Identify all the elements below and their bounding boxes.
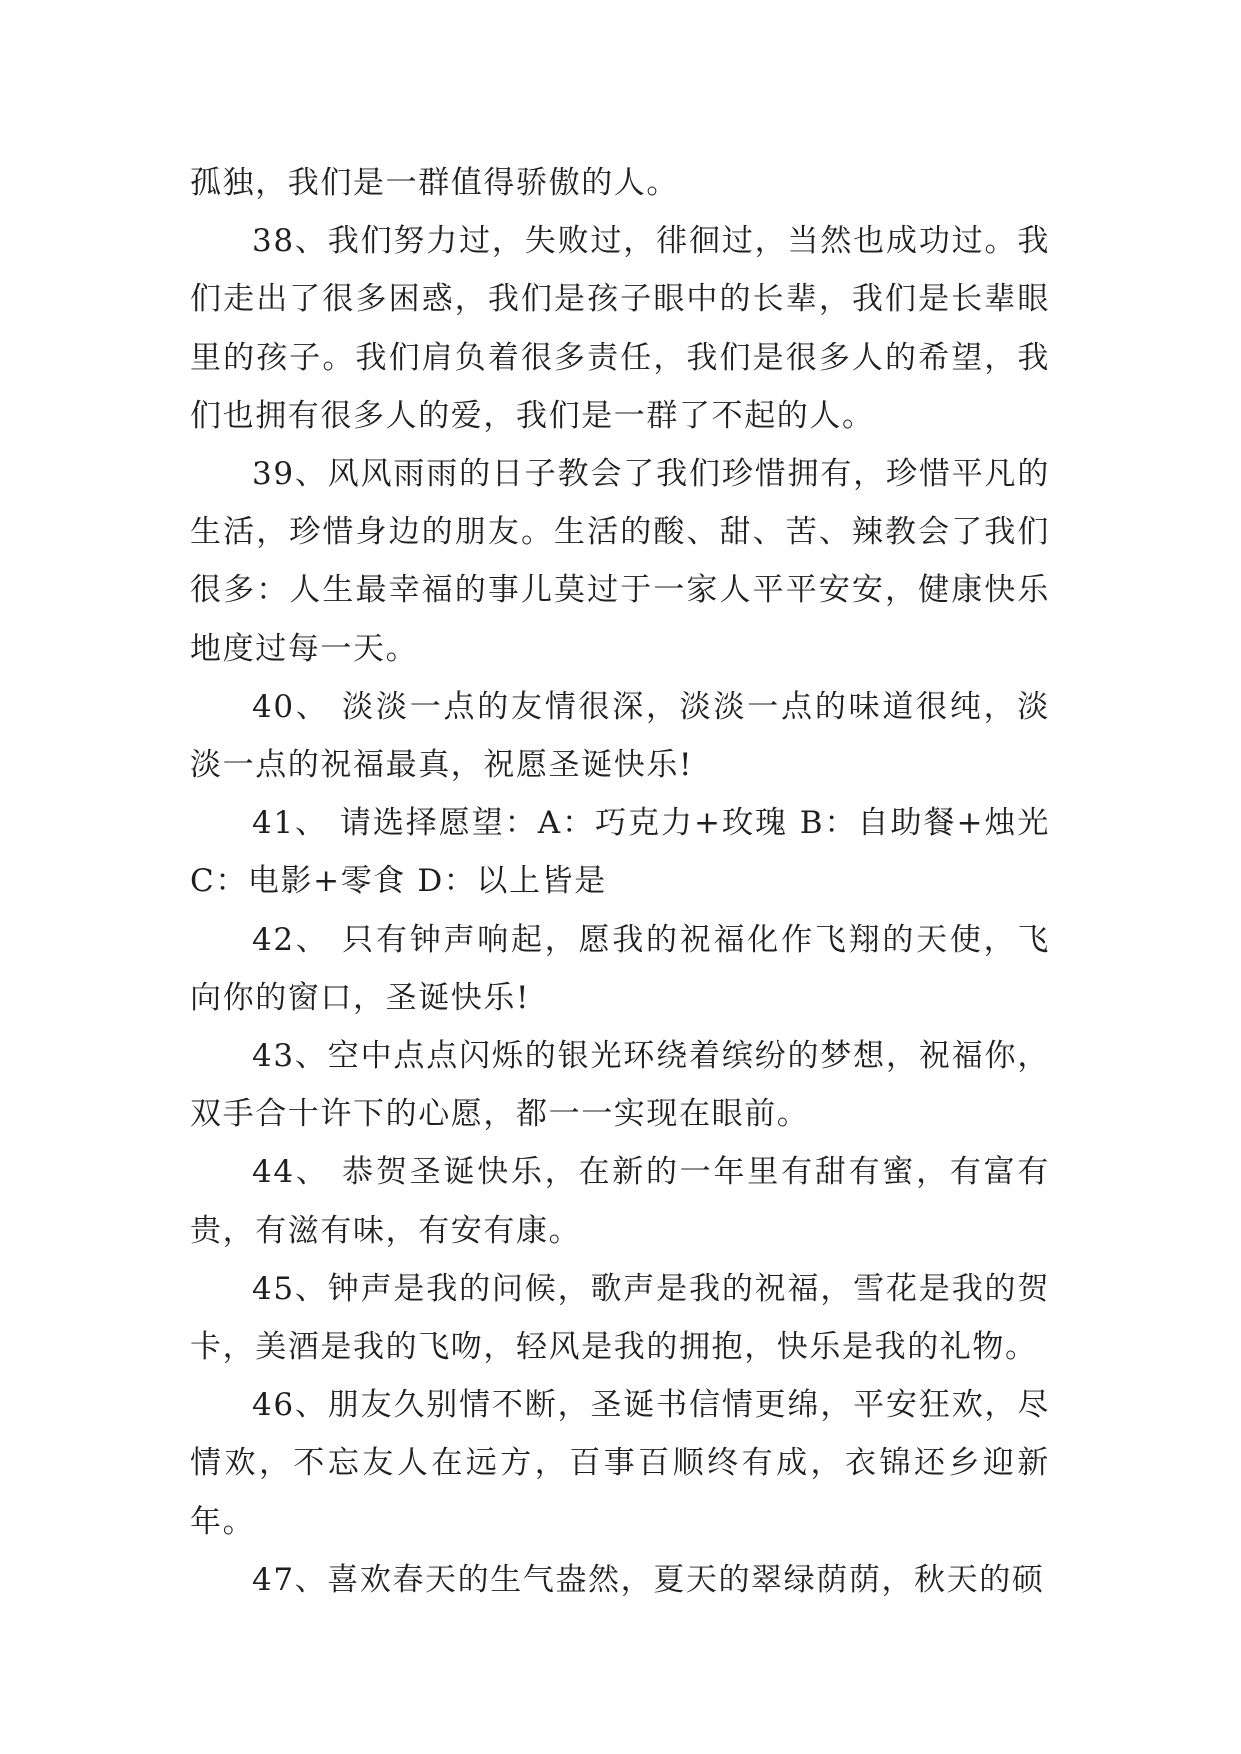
paragraph-46: 46、朋友久别情不断，圣诞书信情更绵，平安狂欢，尽情欢，不忘友人在远方，百事百顺终有成，衣锦还乡迎新年。 <box>190 1387 1050 1540</box>
paragraph-43: 43、空中点点闪烁的银光环绕着缤纷的梦想，祝福你，双手合十许下的心愿，都一一实现在眼前。 <box>190 1038 1050 1133</box>
paragraph-39: 39、风风雨雨的日子教会了我们珍惜拥有，珍惜平凡的生活，珍惜身边的朋友。生活的酸、甜、苦、辣教会了我们很多：人生最幸福的事儿莫过于一家人平平安安，健康快乐地度过每一天。 <box>190 456 1050 667</box>
paragraph-40: 40、 淡淡一点的友情很深，淡淡一点的味道很纯，淡淡一点的祝福最真，祝愿圣诞快乐! <box>190 688 1050 784</box>
paragraph-44: 44、 恭贺圣诞快乐，在新的一年里有甜有蜜，有富有贵，有滋有味，有安有康。 <box>190 1154 1050 1249</box>
paragraph-45: 45、钟声是我的问候，歌声是我的祝福，雪花是我的贺卡，美酒是我的飞吻，轻风是我的拥抱，快乐是我的礼物。 <box>190 1270 1050 1366</box>
paragraph-41: 41、 请选择愿望：A：巧克力+玫瑰 B：自助餐+烛光 C：电影+零食 D：以上皆是 <box>190 805 1050 900</box>
paragraph-42: 42、 只有钟声响起，愿我的祝福化作飞翔的天使，飞向你的窗口，圣诞快乐! <box>190 921 1050 1016</box>
paragraph-37-tail: 孤独，我们是一群值得骄傲的人。 <box>190 165 679 201</box>
document-body <box>190 154 1050 1609</box>
paragraph-38: 38、我们努力过，失败过，徘徊过，当然也成功过。我们走出了很多困惑，我们是孩子眼中的长辈，我们是长辈眼里的孩子。我们肩负着很多责任，我们是很多人的希望，我们也拥有很多人的爱，我们是一群了不起的人。 <box>190 223 1050 434</box>
paragraph-47: 47、喜欢春天的生气盎然，夏天的翠绿荫荫，秋天的硕 <box>252 1561 1045 1598</box>
